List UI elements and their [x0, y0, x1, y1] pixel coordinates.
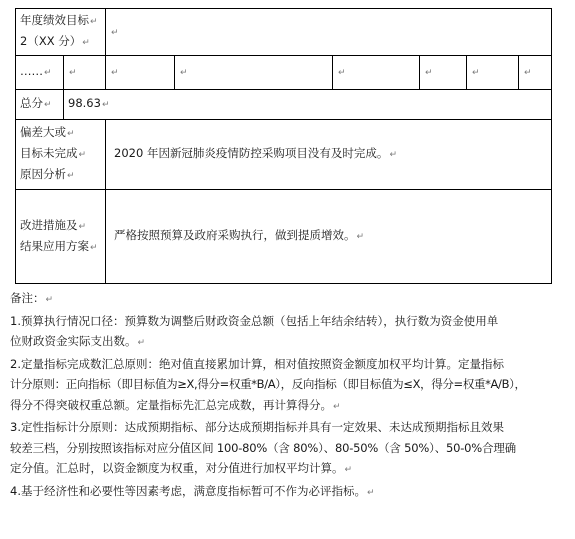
cell-mark: ↵	[111, 27, 119, 38]
note-3-line-2: 较差三档，分别按照该指标对应分值区间 100-80%（含 80%）、80-50%（含 50%）、50-0%合理确	[10, 440, 516, 455]
note-4-line-1: 4.基于经济性和必要性等因素考虑，满意度指标暂可不作为必评指标。↵	[10, 483, 375, 498]
note-1-line-1: 1.预算执行情况口径：预算数为调整后财政资金总额（包括上年结余结转），执行数为资金使用单	[10, 313, 499, 328]
para-mark: ↵	[344, 465, 353, 475]
deviation-label-line2: 目标未完成	[20, 146, 78, 160]
total-score-label: 总分	[20, 96, 43, 110]
annual-goal-content-cell[interactable]	[106, 9, 552, 56]
improvement-label-line1: 改进措施及	[20, 217, 78, 232]
improvement-content-cell[interactable]	[106, 190, 552, 284]
empty-cell[interactable]	[175, 56, 333, 90]
empty-cell[interactable]	[64, 56, 106, 90]
empty-cell[interactable]	[333, 56, 420, 90]
empty-cell[interactable]	[467, 56, 519, 90]
cell-mark: ↵	[524, 68, 532, 78]
row-deviation-analysis	[16, 120, 552, 190]
notes-heading: 备注：↵	[10, 291, 54, 305]
deviation-content: 2020 年因新冠肺炎疫情防控采购项目没有及时完成。	[114, 146, 389, 160]
para-mark: ↵	[366, 487, 375, 498]
cell-mark: ↵	[44, 100, 52, 110]
para-mark: ↵	[333, 401, 341, 412]
empty-cell[interactable]	[519, 56, 552, 90]
cell-mark: ↵	[90, 242, 98, 253]
para-mark: ↵	[45, 295, 54, 305]
cell-mark: ↵	[111, 68, 119, 78]
cell-mark: ↵	[78, 150, 87, 160]
cell-mark: ↵	[44, 68, 52, 78]
total-score-label-cell	[16, 90, 64, 120]
deviation-label-line3: 原因分析	[20, 167, 66, 181]
row-improvement-plan	[16, 190, 552, 284]
total-score-value: 98.63	[68, 96, 101, 110]
improvement-label-cell	[16, 190, 106, 284]
notes-section	[10, 288, 570, 503]
cell-mark: ↵	[101, 100, 110, 110]
annual-goal-label-line1: 年度绩效目标	[20, 13, 89, 27]
cell-mark: ↵	[338, 68, 346, 78]
cell-mark: ↵	[389, 150, 397, 160]
empty-cell[interactable]	[106, 56, 175, 90]
cell-mark: ↵	[356, 232, 365, 242]
total-score-value-cell[interactable]	[64, 90, 552, 120]
cell-mark: ↵	[67, 171, 75, 181]
cell-mark: ↵	[78, 221, 87, 232]
improvement-content: 严格按照预算及政府采购执行，做到提质增效。	[114, 228, 356, 242]
annual-goal-label-line2: 2（XX 分）	[20, 34, 82, 48]
note-2-line-2: 计分原则：正向指标（即目标值为≥X,得分=权重*B/A），反向指标（即目标值为≤X，得分=权重*A/B），	[10, 377, 526, 391]
row-total-score	[16, 90, 552, 120]
note-1-line-2: 位财政资金实际支出数。↵	[10, 334, 146, 348]
note-3-line-3: 定分值。汇总时，以资金额度为权重，对分值进行加权平均计算。↵	[10, 461, 353, 475]
deviation-label-line1: 偏差大或	[20, 125, 66, 139]
row-annual-goal	[16, 9, 552, 56]
note-2-line-1: 2.定量指标完成数汇总原则：绝对值直接累加计算，相对值按照资金额度加权平均计算。定量指标	[10, 356, 504, 371]
ellipsis-cell[interactable]: ……↵	[16, 56, 64, 90]
improvement-label-line2: 结果应用方案	[20, 238, 89, 253]
performance-table	[15, 8, 552, 284]
note-2-line-3: 得分不得突破权重总额。定量指标先汇总完成数，再计算得分。↵	[10, 397, 341, 412]
cell-mark: ↵	[180, 68, 188, 78]
cell-mark: ↵	[90, 17, 98, 27]
cell-mark: ↵	[67, 129, 75, 139]
para-mark: ↵	[137, 338, 146, 348]
annual-goal-label-cell	[16, 9, 106, 56]
note-3-line-1: 3.定性指标计分原则：达成预期指标、部分达成预期指标并具有一定效果、未达成预期指标且效果	[10, 420, 504, 434]
deviation-content-cell[interactable]	[106, 120, 552, 190]
empty-cell[interactable]	[420, 56, 467, 90]
cell-mark: ↵	[82, 38, 90, 48]
cell-mark: ↵	[69, 68, 77, 78]
row-ellipsis	[16, 56, 552, 90]
deviation-label-cell	[16, 120, 106, 190]
cell-mark: ↵	[472, 68, 480, 78]
cell-mark: ↵	[425, 68, 433, 78]
